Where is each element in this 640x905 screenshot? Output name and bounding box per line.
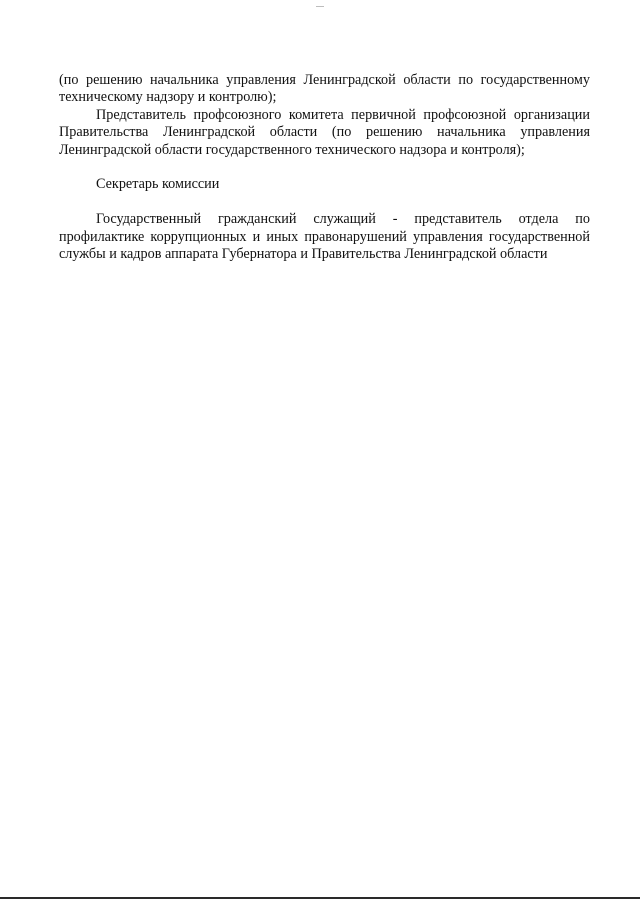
paragraph-member-continuation: (по решению начальника управления Ленинградской области по государственному техническому надзору и контролю); <box>59 72 590 106</box>
paragraph-union-representative: Представитель профсоюзного комитета первичной профсоюзной организации Правительства Ленинградской области (по решению начальника управления Ленинградской области государственного технического надзора и контроля); <box>59 106 590 158</box>
section-heading-secretary: Секретарь комиссии <box>96 176 220 193</box>
document-body <box>59 72 590 263</box>
blank-line <box>59 159 590 176</box>
paragraph-secretary-description: Государственный гражданский служащий - представитель отдела по профилактике коррупционных и иных правонарушений управления государственной службы и кадров аппарата Губернатора и Правительства Ленинградской области <box>59 211 590 263</box>
scan-top-mark <box>316 6 324 7</box>
scan-bottom-edge <box>0 897 640 899</box>
blank-line <box>59 194 590 211</box>
